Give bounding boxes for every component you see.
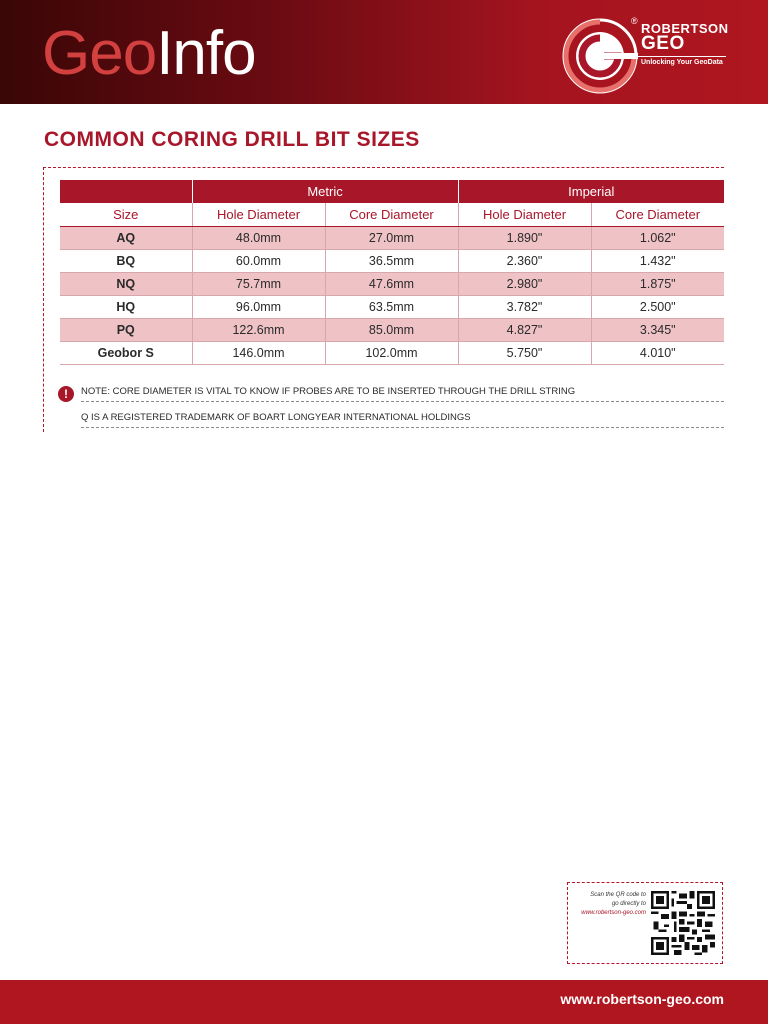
cell-metric-hole: 122.6mm bbox=[192, 318, 325, 341]
logo-divider bbox=[638, 56, 726, 57]
qr-caption bbox=[572, 891, 646, 918]
cell-metric-hole: 96.0mm bbox=[192, 295, 325, 318]
drill-bit-table bbox=[60, 180, 724, 365]
cell-metric-core: 27.0mm bbox=[325, 226, 458, 249]
table-row bbox=[60, 249, 724, 272]
table-row bbox=[60, 318, 724, 341]
cell-imperial-hole: 5.750" bbox=[458, 341, 591, 364]
geoinfo-logo-text bbox=[42, 18, 256, 90]
table-row bbox=[60, 226, 724, 249]
cell-metric-hole: 48.0mm bbox=[192, 226, 325, 249]
cell-imperial-hole: 1.890" bbox=[458, 226, 591, 249]
cell-size: HQ bbox=[60, 295, 192, 318]
cell-imperial-hole: 2.360" bbox=[458, 249, 591, 272]
column-header-metric-hole: Hole Diameter bbox=[192, 203, 325, 226]
cell-metric-hole: 75.7mm bbox=[192, 272, 325, 295]
table-group-header-row bbox=[60, 180, 724, 203]
brand-geo: Geo bbox=[42, 19, 157, 88]
column-header-metric-core: Core Diameter bbox=[325, 203, 458, 226]
qr-caption-line1: Scan the QR code to bbox=[590, 892, 646, 898]
cell-size: BQ bbox=[60, 249, 192, 272]
cell-imperial-core: 2.500" bbox=[591, 295, 724, 318]
header-imperial: Imperial bbox=[458, 180, 724, 203]
logo-name-robertson: ROBERTSON bbox=[641, 21, 729, 36]
cell-metric-core: 102.0mm bbox=[325, 341, 458, 364]
logo-tagline: Unlocking Your GeoData bbox=[641, 59, 723, 66]
page-title: COMMON CORING DRILL BIT SIZES bbox=[44, 128, 420, 151]
column-header-imperial-hole: Hole Diameter bbox=[458, 203, 591, 226]
cell-imperial-core: 1.875" bbox=[591, 272, 724, 295]
qr-code-box bbox=[567, 882, 723, 964]
robertson-geo-emblem-icon bbox=[560, 16, 640, 96]
cell-imperial-core: 1.062" bbox=[591, 226, 724, 249]
column-header-size: Size bbox=[60, 203, 192, 226]
table-column-header-row bbox=[60, 203, 724, 226]
logo-name-geo: GEO bbox=[641, 33, 685, 54]
qr-caption-line2: go directly to bbox=[611, 901, 646, 907]
brand-info: Info bbox=[156, 19, 256, 88]
header-blank-cell bbox=[60, 180, 192, 203]
cell-metric-core: 47.6mm bbox=[325, 272, 458, 295]
qr-caption-url: www.robertson-geo.com bbox=[581, 910, 646, 916]
section-frame-left bbox=[43, 167, 44, 432]
cell-metric-hole: 146.0mm bbox=[192, 341, 325, 364]
table-row bbox=[60, 295, 724, 318]
cell-size: PQ bbox=[60, 318, 192, 341]
cell-imperial-hole: 2.980" bbox=[458, 272, 591, 295]
cell-size: NQ bbox=[60, 272, 192, 295]
cell-metric-core: 63.5mm bbox=[325, 295, 458, 318]
cell-imperial-core: 3.345" bbox=[591, 318, 724, 341]
section-frame-top bbox=[43, 167, 724, 168]
cell-imperial-core: 4.010" bbox=[591, 341, 724, 364]
header-metric: Metric bbox=[192, 180, 458, 203]
cell-size: AQ bbox=[60, 226, 192, 249]
footer-website-link[interactable]: www.robertson-geo.com bbox=[560, 991, 724, 1007]
header-banner bbox=[0, 0, 768, 104]
cell-metric-hole: 60.0mm bbox=[192, 249, 325, 272]
robertson-geo-logo bbox=[560, 16, 760, 96]
table-row bbox=[60, 341, 724, 364]
cell-metric-core: 36.5mm bbox=[325, 249, 458, 272]
column-header-imperial-core: Core Diameter bbox=[591, 203, 724, 226]
warning-icon: ! bbox=[58, 386, 74, 402]
note-core-diameter: NOTE: CORE DIAMETER IS VITAL TO KNOW IF PROBES ARE TO BE INSERTED THROUGH THE DRILL STRING bbox=[81, 386, 724, 402]
table-row bbox=[60, 272, 724, 295]
note-trademark: Q IS A REGISTERED TRADEMARK OF BOART LONGYEAR INTERNATIONAL HOLDINGS bbox=[81, 412, 724, 428]
footer-bar bbox=[0, 980, 768, 1024]
cell-imperial-hole: 4.827" bbox=[458, 318, 591, 341]
registered-mark: ® bbox=[631, 16, 638, 26]
cell-imperial-core: 1.432" bbox=[591, 249, 724, 272]
qr-code-icon[interactable] bbox=[651, 891, 715, 955]
cell-size: Geobor S bbox=[60, 341, 192, 364]
cell-imperial-hole: 3.782" bbox=[458, 295, 591, 318]
cell-metric-core: 85.0mm bbox=[325, 318, 458, 341]
